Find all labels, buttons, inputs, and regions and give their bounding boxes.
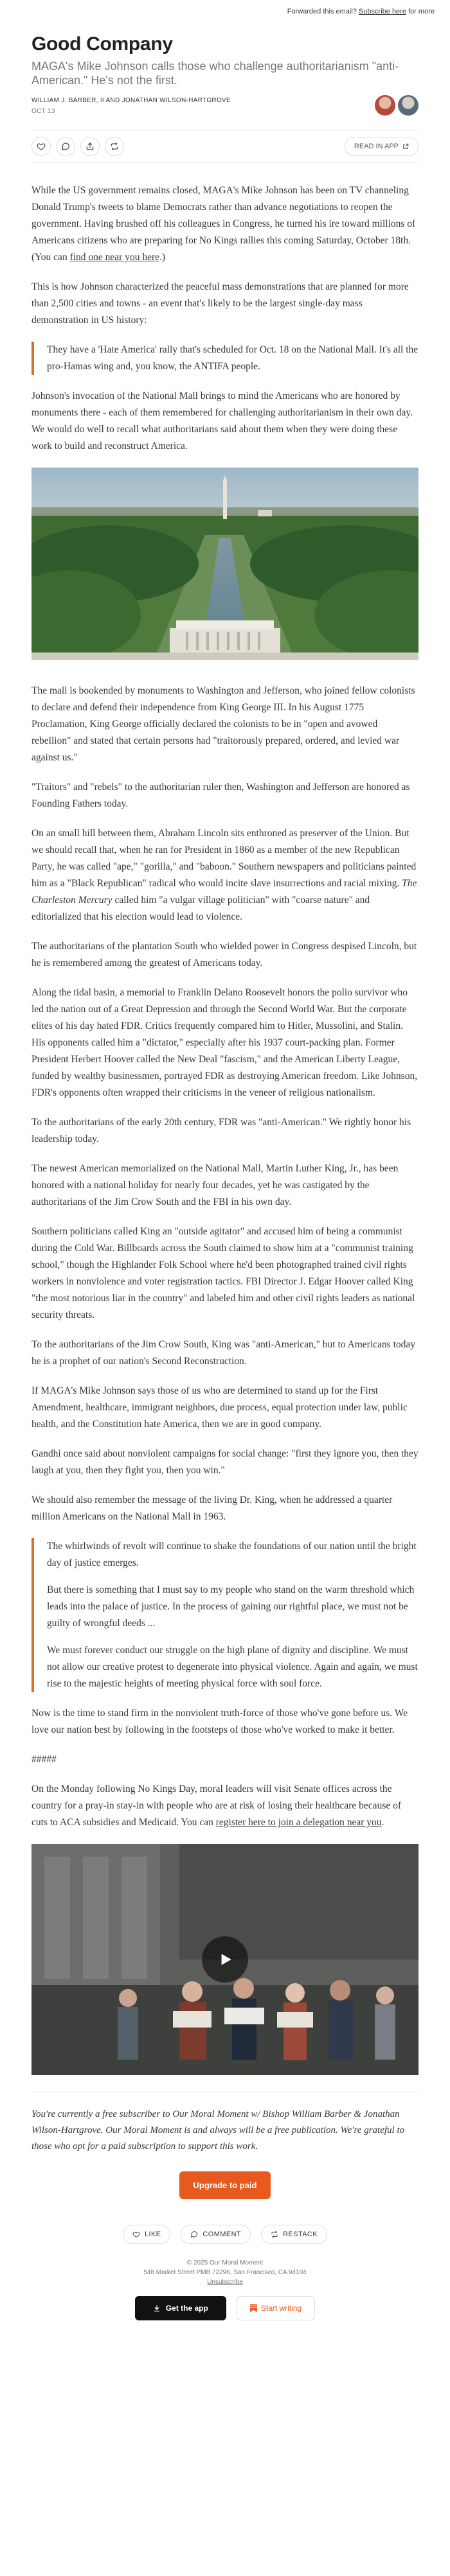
- paragraph: Southern politicians called King an "outside agitator" and accused him of being a communist during the Cold War. Billboards across the South claimed to show him at a "communist training school," though the Highlander Folk School where he'd been photographed trained civil rights workers in nonviolence and voter registration tactics. FBI Director J. Edgar Hoover called King "the most notorious liar in the country" and labeled him and other civil rights leaders as national security threats.: [32, 1226, 415, 1320]
- footer-info: [32, 2258, 419, 2287]
- restack-button[interactable]: [105, 137, 124, 156]
- read-in-app-label: READ IN APP: [354, 143, 399, 150]
- quote-text: We must forever conduct our struggle on the high plane of dignity and discipline. We must not allow our creative protest to degenerate into physical violence. Again and again, we must rise to the majestic heights of meeting physical force with soul force.: [47, 1645, 418, 1689]
- forwarded-text: Forwarded this email?: [287, 8, 357, 15]
- app-buttons: [32, 2296, 419, 2333]
- paragraph: We should also remember the message of the living Dr. King, when he addressed a quarter million Americans on the National Mall in 1963.: [32, 1494, 393, 1522]
- quote-text: The whirlwinds of revolt will continue to shake the foundations of our nation until the bright day of justice emerges.: [47, 1541, 417, 1568]
- restack-button[interactable]: [261, 2225, 327, 2244]
- paragraph: Johnson's invocation of the National Mall brings to mind the Americans who are honored by monuments there - each of them remembered for challenging authoritarianism in their own day. We would do well to recall what authoritarians said about them when they were doing these work to build and reconstruct America.: [32, 390, 413, 451]
- paragraph: To the authoritarians of the Jim Crow South, King was "anti-American," but to Americans today he is a prophet of our nation's Second Reconstruction.: [32, 1339, 416, 1367]
- byline: [32, 95, 419, 116]
- quote-text: They have a 'Hate America' rally that's scheduled for Oct. 18 on the National Mall. It's all the pro-Hamas wing and, you know, the ANTIFA people.: [47, 344, 419, 372]
- paragraph: The authoritarians of the plantation South who wielded power in Congress despised Lincoln, but he is remembered among the greatest of Americans today.: [32, 941, 417, 968]
- paragraph: Along the tidal basin, a memorial to Franklin Delano Roosevelt honors the polio survivor who led the nation out of a Great Depression and through the Second World War. But the corporate elites of his day hated FDR. Critics frequently compared him to Hitler, Mussolini, and Stalin. His opponents called him a "dictator," especially after his 1937 court-packing plan. Former President Herbert Hoover called the New Deal "fascism," and the American Liberty League, funded by wealthy businessmen, portrayed FDR as destroying American freedom. Like Johnson, FDR's opponents often wrapped their criticisms in the veneer of religious nationalism.: [32, 987, 418, 1098]
- paragraph: "Traitors" and "rebels" to the authoritarian ruler then, Washington and Jefferson are honored as Founding Fathers today.: [32, 782, 410, 809]
- external-link-icon: [402, 143, 409, 150]
- copyright-text: © 2025 Our Moral Moment: [186, 2259, 264, 2266]
- restack-icon: [271, 2230, 278, 2238]
- read-in-app-button[interactable]: [345, 137, 419, 156]
- paragraph: The newest American memorialized on the National Mall, Martin Luther King, Jr., has been honored with a national holiday for nearly four decades, yet he was castigated by the authoritarians of the Jim Crow South and the FBI in his own day.: [32, 1163, 399, 1207]
- post-title[interactable]: Good Company: [32, 33, 173, 55]
- bottom-action-bar: [32, 2225, 419, 2244]
- paragraph: The mall is bookended by monuments to Washington and Jefferson, who joined fellow colonists to declare and defend their independence from King George III. In his August 1775 Proclamation, King George officially declared the colonists to be in "open and avowed rebellion" and stated that certain persons had "traitorously prepared, ordered, and levied war against us.": [32, 685, 415, 763]
- register-delegation-link[interactable]: register here to join a delegation near you: [215, 1817, 382, 1828]
- find-rally-link[interactable]: find one near you here: [69, 252, 160, 263]
- play-icon: [217, 1951, 233, 1968]
- subscriber-note: You're currently a free subscriber to Our Moral Moment w/ Bishop William Barber & Jonathan Wilson-Hartgrove. Our Moral Moment is and always will be a free publication. We're grateful to those who opt for a paid subscription to support this work.: [32, 2109, 405, 2151]
- author-names[interactable]: WILLIAM J. BARBER, II AND JONATHAN WILSON-HARTGROVE: [32, 96, 231, 104]
- paragraph: To the authoritarians of the early 20th century, FDR was "anti-American." We rightly honor his leadership today.: [32, 1117, 411, 1144]
- like-button[interactable]: [32, 137, 51, 156]
- heart-icon: [132, 2230, 140, 2238]
- avatar[interactable]: [375, 95, 395, 116]
- substack-logo-icon: [250, 2304, 257, 2312]
- comment-icon: [190, 2230, 198, 2238]
- blockquote: [32, 1538, 419, 1692]
- paragraph: Gandhi once said about nonviolent campaigns for social change: "first they ignore you, then they laugh at you, then they fight you, then you win.": [32, 1448, 419, 1476]
- share-icon: [86, 142, 94, 151]
- upgrade-to-paid-button[interactable]: Upgrade to paid: [179, 2171, 271, 2199]
- paragraph: On the Monday following No Kings Day, moral leaders will visit Senate offices across the country for a pray-in stay-in with people who are at risk of losing their healthcare because of cuts to ACA subsidies and Medicaid. You can register here to join a delegation near you.: [32, 1783, 402, 1828]
- post-date: OCT 13: [32, 107, 55, 115]
- post-subtitle: MAGA's Mike Johnson calls those who challenge authoritarianism "anti-American." He's not the first.: [32, 60, 399, 87]
- post-action-bar: [32, 130, 419, 163]
- paragraph: While the US government remains closed, MAGA's Mike Johnson has been on TV channeling Donald Trump's tweets to blame Democrats rather than advance negotiations to reopen the government. Having brushed off his colleagues in Congress, he turned his ire toward millions of Americans citizens who are preparing for No Kings rallies this coming Saturday, October 18th. (You can find one near you here.): [32, 185, 416, 263]
- unsubscribe-link[interactable]: Unsubscribe: [207, 2279, 243, 2286]
- forwarded-suffix: for more: [408, 8, 435, 15]
- start-writing-label: Start writing: [260, 2304, 302, 2313]
- video-embed[interactable]: [32, 1844, 419, 2075]
- get-the-app-button[interactable]: [135, 2296, 226, 2320]
- post-container: [32, 33, 419, 2333]
- blockquote: [32, 342, 419, 375]
- restack-icon: [110, 142, 119, 151]
- get-the-app-label: Get the app: [165, 2304, 208, 2313]
- share-button[interactable]: [80, 137, 100, 156]
- restack-label: RESTACK: [283, 2230, 318, 2238]
- heart-icon: [37, 142, 46, 151]
- like-button[interactable]: [123, 2225, 170, 2244]
- author-avatars: [375, 95, 419, 116]
- avatar[interactable]: [398, 95, 419, 116]
- mailing-address: 548 Market Street PMB 72296, San Francisco, CA 94104: [143, 2269, 307, 2276]
- download-icon: [153, 2304, 161, 2312]
- comment-label: COMMENT: [203, 2230, 242, 2238]
- paragraph: This is how Johnson characterized the peaceful mass demonstrations that are planned for more than 2,500 cities and towns - an event that's likely to be the largest single-day mass demonstration in US history:: [32, 281, 409, 326]
- paragraph: Now is the time to stand firm in the nonviolent truth-force of those who've gone before us. We love our nation best by following in the footsteps of those who've worked to make it better.: [32, 1708, 408, 1735]
- forwarded-bar: [0, 0, 450, 24]
- comment-button[interactable]: [56, 137, 75, 156]
- section-separator: #####: [32, 1754, 57, 1765]
- paragraph: On an small hill between them, Abraham Lincoln sits enthroned as preserver of the Union. But we should recall that, when he ran for President in 1860 as a member of the new Republican Party, he was called "ape," "gorilla," and "baboon." Southern newspapers and politicians painted him as a "Black Republican" radical who would incite slave insurrections and racial mixing. The Charleston Mercury called him "a vulgar village politician" with "coarse nature" and editorialized that his election would lead to violence.: [32, 828, 417, 922]
- national-mall-aerial-image[interactable]: [32, 468, 419, 660]
- play-button[interactable]: [202, 1936, 248, 1983]
- paragraph: If MAGA's Mike Johnson says those of us who are determined to stand up for the First Amendment, healthcare, immigrant neighbors, due process, equal protection under law, public health, and the Constitution hate America, then we are in good company.: [32, 1385, 408, 1430]
- quote-text: But there is something that I must say to my people who stand on the warm threshold which leads into the palace of justice. In the process of gaining our rightful place, we must not be guilty of wrongful deeds ...: [47, 1584, 415, 1629]
- post-body: [32, 182, 419, 2075]
- start-writing-button[interactable]: [237, 2296, 315, 2320]
- comment-button[interactable]: [181, 2225, 251, 2244]
- comment-icon: [61, 142, 70, 151]
- like-label: LIKE: [144, 2230, 161, 2238]
- subscribe-link[interactable]: Subscribe here: [358, 8, 406, 15]
